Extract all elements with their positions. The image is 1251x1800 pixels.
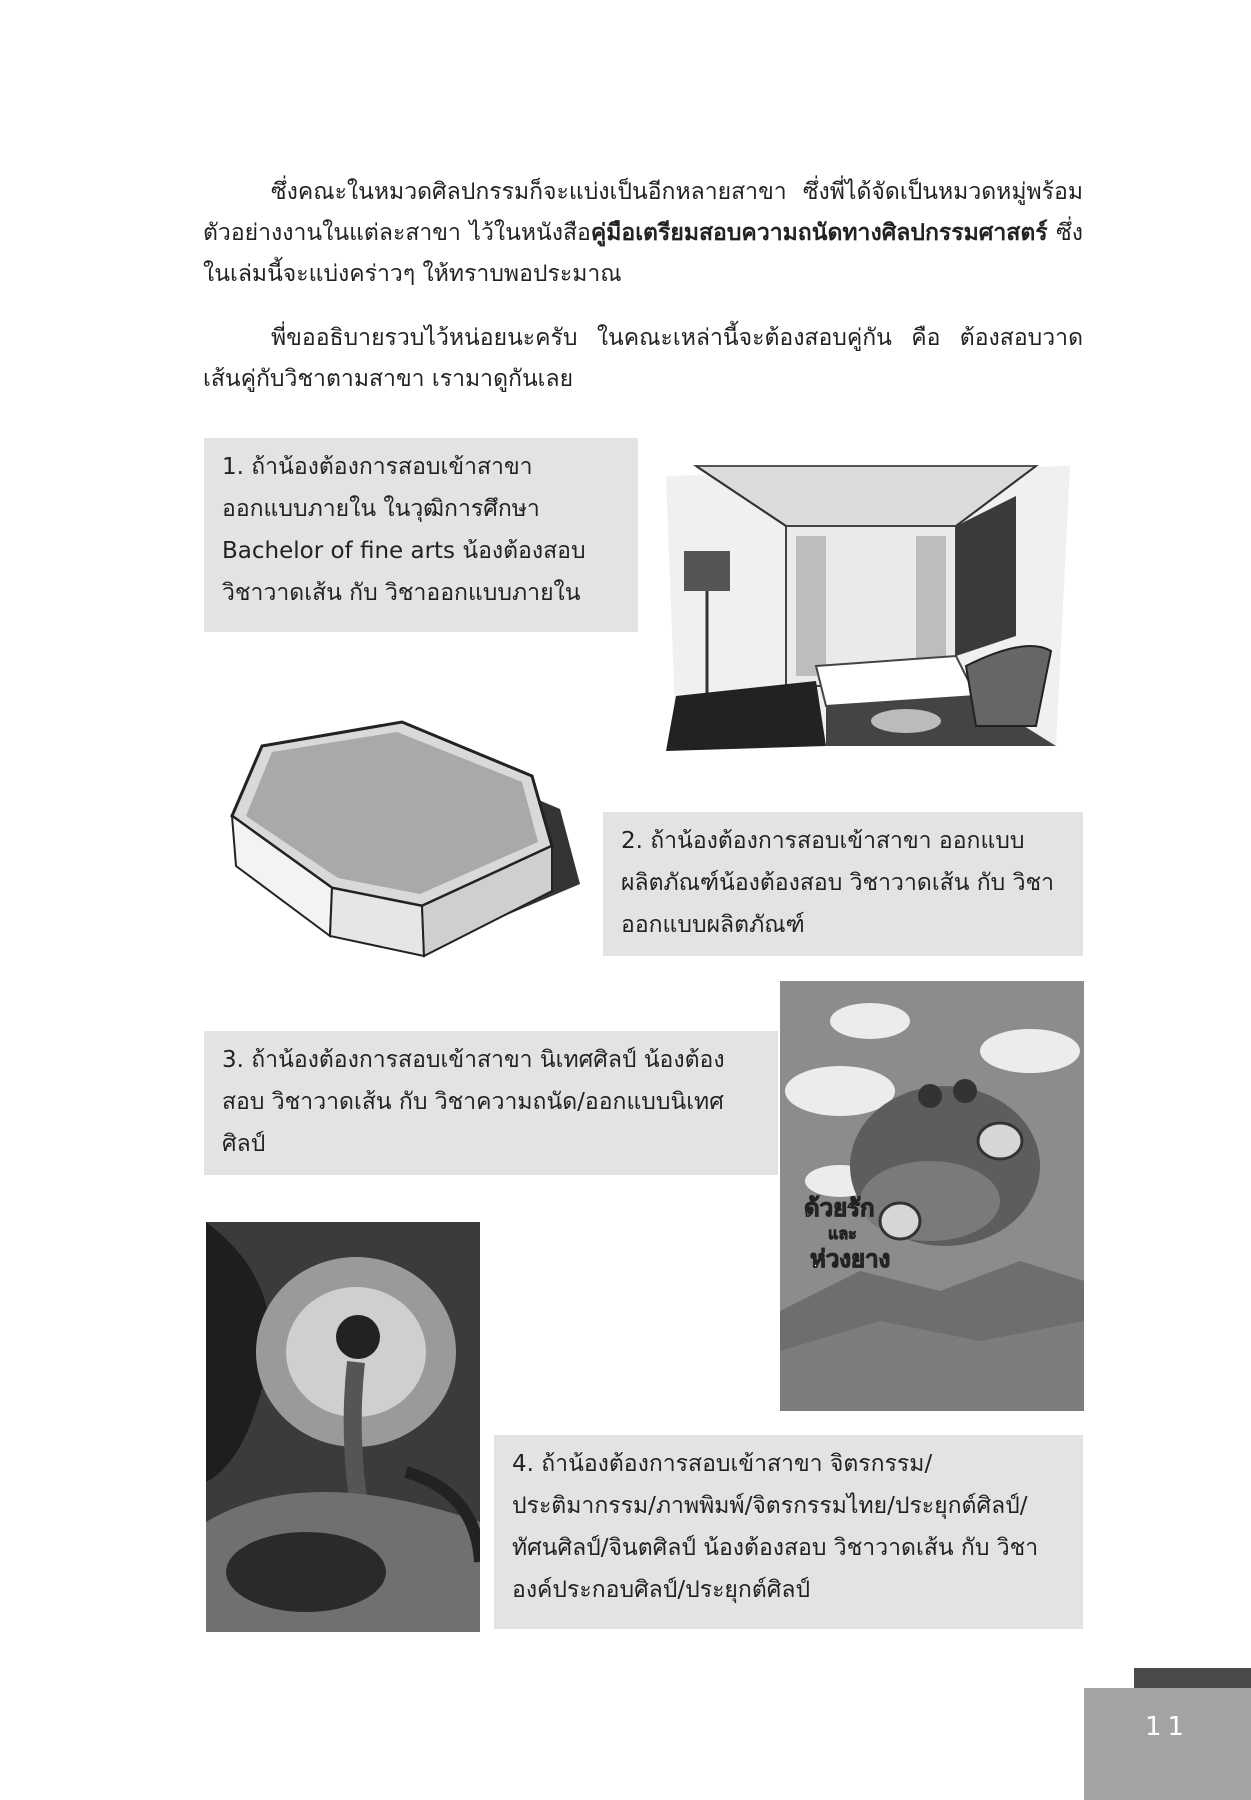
item-4-text: 4. ถ้าน้องต้องการสอบเข้าสาขา จิตรกรรม/ประติมากรรม/ภาพพิมพ์/จิตรกรรมไทย/ประยุกต์ศิลป์/ทัศนศิลป์/จินตศิลป์ น้องต้องสอบ วิชาวาดเส้น กับ วิชาองค์ประกอบศิลป์/ประยุกต์ศิลป์	[512, 1451, 1039, 1603]
poster-title-3: ห่วงยาง	[810, 1245, 891, 1273]
poster-image	[780, 981, 1084, 1411]
page-number: 11	[1084, 1688, 1251, 1800]
interior-sketch-image	[656, 456, 1080, 756]
item-2-text: 2. ถ้าน้องต้องการสอบเข้าสาขา ออกแบบผลิตภัณฑ์น้องต้องสอบ วิชาวาดเส้น กับ วิชาออกแบบผลิตภัณฑ์	[621, 828, 1055, 938]
item-2-box	[603, 812, 1083, 956]
item-1-text: 1. ถ้าน้องต้องการสอบเข้าสาขา ออกแบบภายใน ในวุฒิการศึกษา Bachelor of fine arts น้องต้องสอบ วิชาวาดเส้น กับ วิชาออกแบบภายใน	[222, 454, 586, 606]
poster-title-2: และ	[828, 1224, 857, 1243]
page-tab-accent	[1134, 1668, 1251, 1688]
intro-paragraph-1: ซึ่งคณะในหมวดศิลปกรรมก็จะแบ่งเป็นอีกหลายสาขา ซึ่งพี่ได้จัดเป็นหมวดหมู่พร้อมตัวอย่างงานในแต่ละสาขา ไว้ในหนังสือคู่มือเตรียมสอบความถนัดทางศิลปกรรมศาสตร์ ซึ่งในเล่มนี้จะแบ่งคร่าวๆ ให้ทราบพอประมาณ	[203, 179, 1083, 287]
item-1-box	[204, 438, 638, 632]
item-3-text: 3. ถ้าน้องต้องการสอบเข้าสาขา นิเทศศิลป์ น้องต้องสอบ วิชาวาดเส้น กับ วิชาความถนัด/ออกแบบนิเทศศิลป์	[222, 1047, 725, 1157]
poster-title-1: ด้วยรัก	[804, 1194, 875, 1222]
product-sketch-image	[212, 706, 582, 976]
intro-paragraph-2: พี่ขออธิบายรวบไว้หน่อยนะครับ ในคณะเหล่านี้จะต้องสอบคู่กัน คือ ต้องสอบวาดเส้นคู่กับวิชาตามสาขา เรามาดูกันเลย	[203, 325, 1083, 392]
book-title: คู่มือเตรียมสอบความถนัดทางศิลปกรรมศาสตร์	[590, 220, 1048, 246]
painting-image	[206, 1222, 480, 1632]
item-3-box	[204, 1031, 778, 1175]
item-4-box	[494, 1435, 1083, 1629]
